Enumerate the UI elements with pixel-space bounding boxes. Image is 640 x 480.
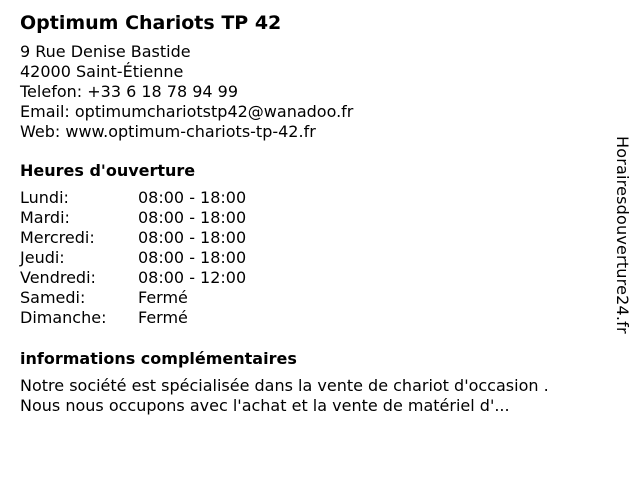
hours-time: 08:00 - 18:00 — [138, 188, 247, 207]
hours-day: Samedi: — [20, 288, 86, 307]
hours-time: 08:00 - 18:00 — [138, 228, 247, 247]
business-name: Optimum Chariots TP 42 — [20, 12, 282, 34]
hours-day: Jeudi: — [20, 248, 65, 267]
hours-day: Mercredi: — [20, 228, 95, 247]
opening-hours-heading: Heures d'ouverture — [20, 161, 196, 180]
business-card — [20, 10, 590, 416]
opening-hours-table — [20, 188, 590, 328]
hours-time: Fermé — [138, 308, 188, 327]
website-link[interactable]: Web: www.optimum-chariots-tp-42.fr — [20, 122, 316, 141]
street-address: 9 Rue Denise Bastide — [20, 42, 191, 61]
hours-row — [20, 268, 590, 288]
city-address: 42000 Saint-Étienne — [20, 62, 184, 81]
address-block — [20, 42, 590, 142]
hours-row — [20, 208, 590, 228]
business-description: Notre société est spécialisée dans la vente de chariot d'occasion . Nous nous occupons avec l'achat et la vente de matériel d'... — [20, 376, 549, 415]
hours-row — [20, 228, 590, 248]
hours-time: Fermé — [138, 288, 188, 307]
hours-time: 08:00 - 18:00 — [138, 248, 247, 267]
phone-number[interactable]: Telefon: +33 6 18 78 94 99 — [20, 82, 239, 101]
hours-day: Mardi: — [20, 208, 70, 227]
hours-day: Dimanche: — [20, 308, 107, 327]
hours-row — [20, 288, 590, 308]
hours-time: 08:00 - 12:00 — [138, 268, 247, 287]
hours-day: Lundi: — [20, 188, 69, 207]
hours-time: 08:00 - 18:00 — [138, 208, 247, 227]
additional-info-heading: informations complémentaires — [20, 349, 297, 368]
brand-watermark: Horairesdouverture24.fr — [613, 136, 632, 334]
hours-row — [20, 308, 590, 328]
hours-day: Vendredi: — [20, 268, 96, 287]
hours-row — [20, 248, 590, 268]
email-address[interactable]: Email: optimumchariotstp42@wanadoo.fr — [20, 102, 354, 121]
hours-row — [20, 188, 590, 208]
